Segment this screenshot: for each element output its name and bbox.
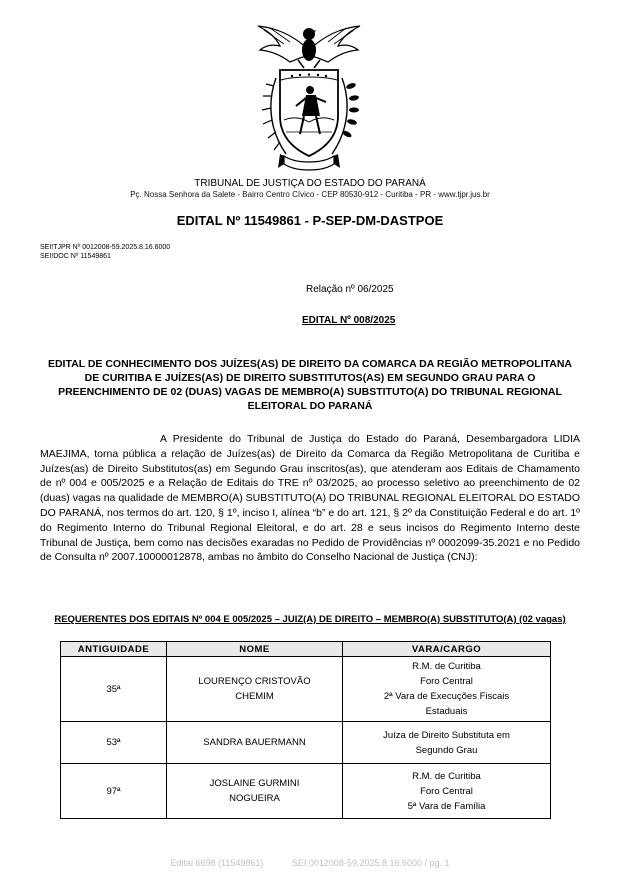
name-line: NOGUEIRA xyxy=(229,793,280,804)
cell-antiguidade: 97ª xyxy=(61,764,167,819)
column-header-nome: NOME xyxy=(167,642,343,657)
table-heading: REQUERENTES DOS EDITAIS Nº 004 E 005/2025 – JUIZ(A) DE DIREITO – MEMBRO(A) SUBSTITUTO(A) (02 vagas) xyxy=(54,614,566,625)
institution-name: TRIBUNAL DE JUSTIÇA DO ESTADO DO PARANÁ xyxy=(194,178,426,189)
document-title: EDITAL Nº 11549861 - P-SEP-DM-DASTPOE xyxy=(176,213,444,228)
cell-vara-cargo xyxy=(343,764,551,819)
vara-line: 2ª Vara de Execuções Fiscais xyxy=(383,691,510,702)
cell-vara-cargo xyxy=(343,657,551,722)
footer-edital-reference: Edital 6698 (11549861) xyxy=(170,858,264,868)
sei-identifiers xyxy=(40,243,170,261)
footer-sei-page: SEI 0012008-59.2025.8.16.6000 / pg. 1 xyxy=(291,858,450,868)
parana-coat-of-arms-icon xyxy=(250,20,368,178)
institution-address: Pç. Nossa Senhora da Salete - Bairro Centro Cívico - CEP 80530-912 - Curitiba - PR - www.tjpr.jus.br xyxy=(130,190,490,199)
name-line: LOURENÇO CRISTOVÃO xyxy=(198,676,311,687)
cell-vara-cargo xyxy=(343,722,551,764)
vara-line: 5ª Vara de Família xyxy=(407,800,486,812)
edital-heading: EDITAL DE CONHECIMENTO DOS JUÍZES(AS) DE DIREITO DA COMARCA DA REGIÃO METROPOLITANA DE CURITIBA E JUÍZES(AS) DE DIREITO SUBSTITUTOS(AS) EM SEGUNDO GRAU PARA O PREENCHIMENTO DE 02 (DUAS) VAGAS DE MEMBRO(A) SUBSTITUTO(A) DO TRIBUNAL REGIONAL ELEITORAL DO PARANÁ xyxy=(47,358,573,412)
sei-process-number: SEI!TJPR Nº 0012008-59.2025.8.16.6000 xyxy=(40,244,171,251)
table-row xyxy=(61,722,551,764)
body-paragraph xyxy=(40,432,580,565)
vara-line: Foro Central xyxy=(420,676,473,687)
vara-line: Estaduais xyxy=(425,706,468,717)
body-text: A Presidente do Tribunal de Justiça do Estado do Paraná, Desembargadora LIDIA MAEJIMA, torna pública a relação de Juízes(as) de Direito da Comarca da Região Metropolitana de Curitiba e Juízes(as) de Direito Substitutos(as) em Segundo Grau inscritos(as), que atenderam aos Editais de Chamamento de nº 004 e 005/2025 e a Relação de Editais do TRE nº 03/2025, ao processo seletivo ao preenchimento de 02 (duas) vagas na qualidade de MEMBRO(A) SUBSTITUTO(A) DO TRIBUNAL REGIONAL ELEITORAL DO ESTADO DO PARANÁ, nos termos do art. 120, § 1º, inciso I, alínea “b” e do art. 121, § 2º da Constituição Federal e do art. 1º do Regimento Interno do Tribunal Regional Eleitoral, e do art. 28 e seus incisos do Regimento Interno deste Tribunal de Justiça, bem como nas decisões exaradas no Pedido de Providências nº 0002099-35.2021 e no Pedido de Consulta nº 2007.10000012878, ambas no âmbito do Conselho Nacional de Justiça (CNJ): xyxy=(40,433,580,564)
name-line: CHEMIM xyxy=(235,691,274,702)
name-line: SANDRA BAUERMANN xyxy=(203,737,306,748)
cell-antiguidade: 35ª xyxy=(61,657,167,722)
relation-number: Relação nº 06/2025 xyxy=(306,284,394,295)
vara-line: R.M. de Curitiba xyxy=(412,661,481,672)
vara-line: R.M. de Curitiba xyxy=(412,770,481,782)
table-header-row xyxy=(61,642,551,657)
column-header-vara-cargo: VARA/CARGO xyxy=(343,642,551,657)
vara-line: Foro Central xyxy=(420,785,473,797)
requerentes-table xyxy=(60,641,551,819)
sei-document-number: SEI!DOC Nº 11549861 xyxy=(40,253,111,260)
table-row xyxy=(61,764,551,819)
column-header-antiguidade: ANTIGUIDADE xyxy=(61,642,167,657)
vara-line: Segundo Grau xyxy=(415,744,478,756)
name-line: JOSLAINE GURMINI xyxy=(209,778,300,789)
cell-nome xyxy=(167,722,343,764)
page-footer xyxy=(0,858,620,868)
table-row xyxy=(61,657,551,722)
cell-antiguidade: 53ª xyxy=(61,722,167,764)
cell-nome xyxy=(167,657,343,722)
vara-line: Juíza de Direito Substituta em xyxy=(383,729,510,741)
cell-nome xyxy=(167,764,343,819)
edital-number: EDITAL Nº 008/2025 xyxy=(302,315,396,326)
